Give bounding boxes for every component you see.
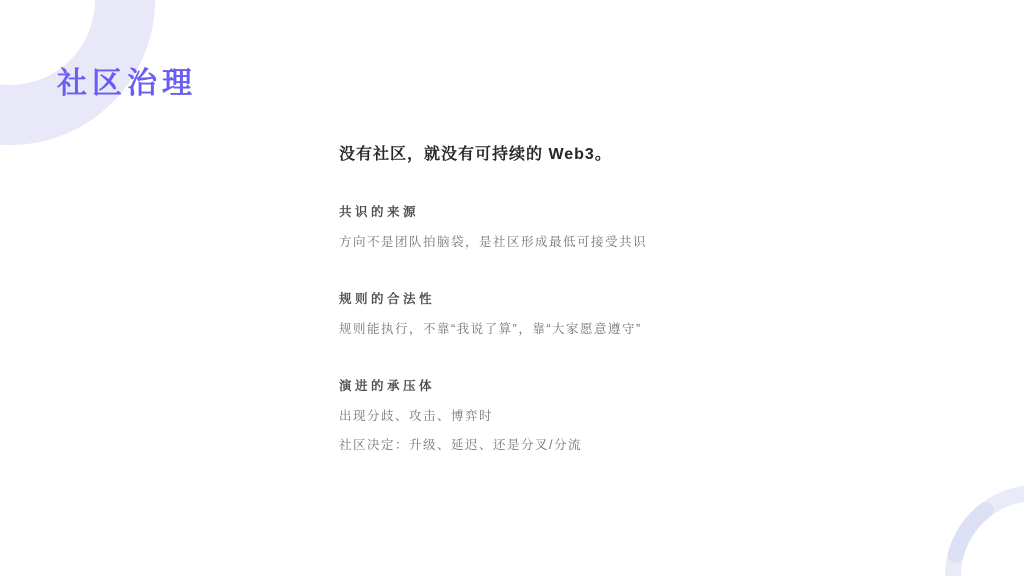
section-evolution-pressure bbox=[339, 379, 899, 453]
section-heading: 演进的承压体 bbox=[339, 379, 436, 393]
section-body-line: 规则能执行，不靠“我说了算”，靠“大家愿意遵守” bbox=[339, 322, 642, 336]
slide-content bbox=[339, 145, 899, 495]
bottom-right-ring-decoration bbox=[953, 493, 1024, 576]
section-heading: 共识的来源 bbox=[339, 205, 420, 219]
section-body-line: 出现分歧、攻击、博弈时 bbox=[339, 409, 494, 423]
bottom-right-ring-shade-segment bbox=[953, 493, 1024, 576]
section-body-line: 社区决定：升级、延迟、还是分叉/分流 bbox=[339, 438, 582, 452]
section-heading: 规则的合法性 bbox=[339, 292, 436, 306]
section-consensus-source bbox=[339, 205, 899, 250]
slide-title: 社区治理 bbox=[57, 67, 197, 101]
section-rule-legitimacy bbox=[339, 292, 899, 337]
section-body-line: 方向不是团队拍脑袋，是社区形成最低可接受共识 bbox=[339, 235, 648, 249]
lead-statement: 没有社区，就没有可持续的 Web3。 bbox=[339, 146, 612, 163]
